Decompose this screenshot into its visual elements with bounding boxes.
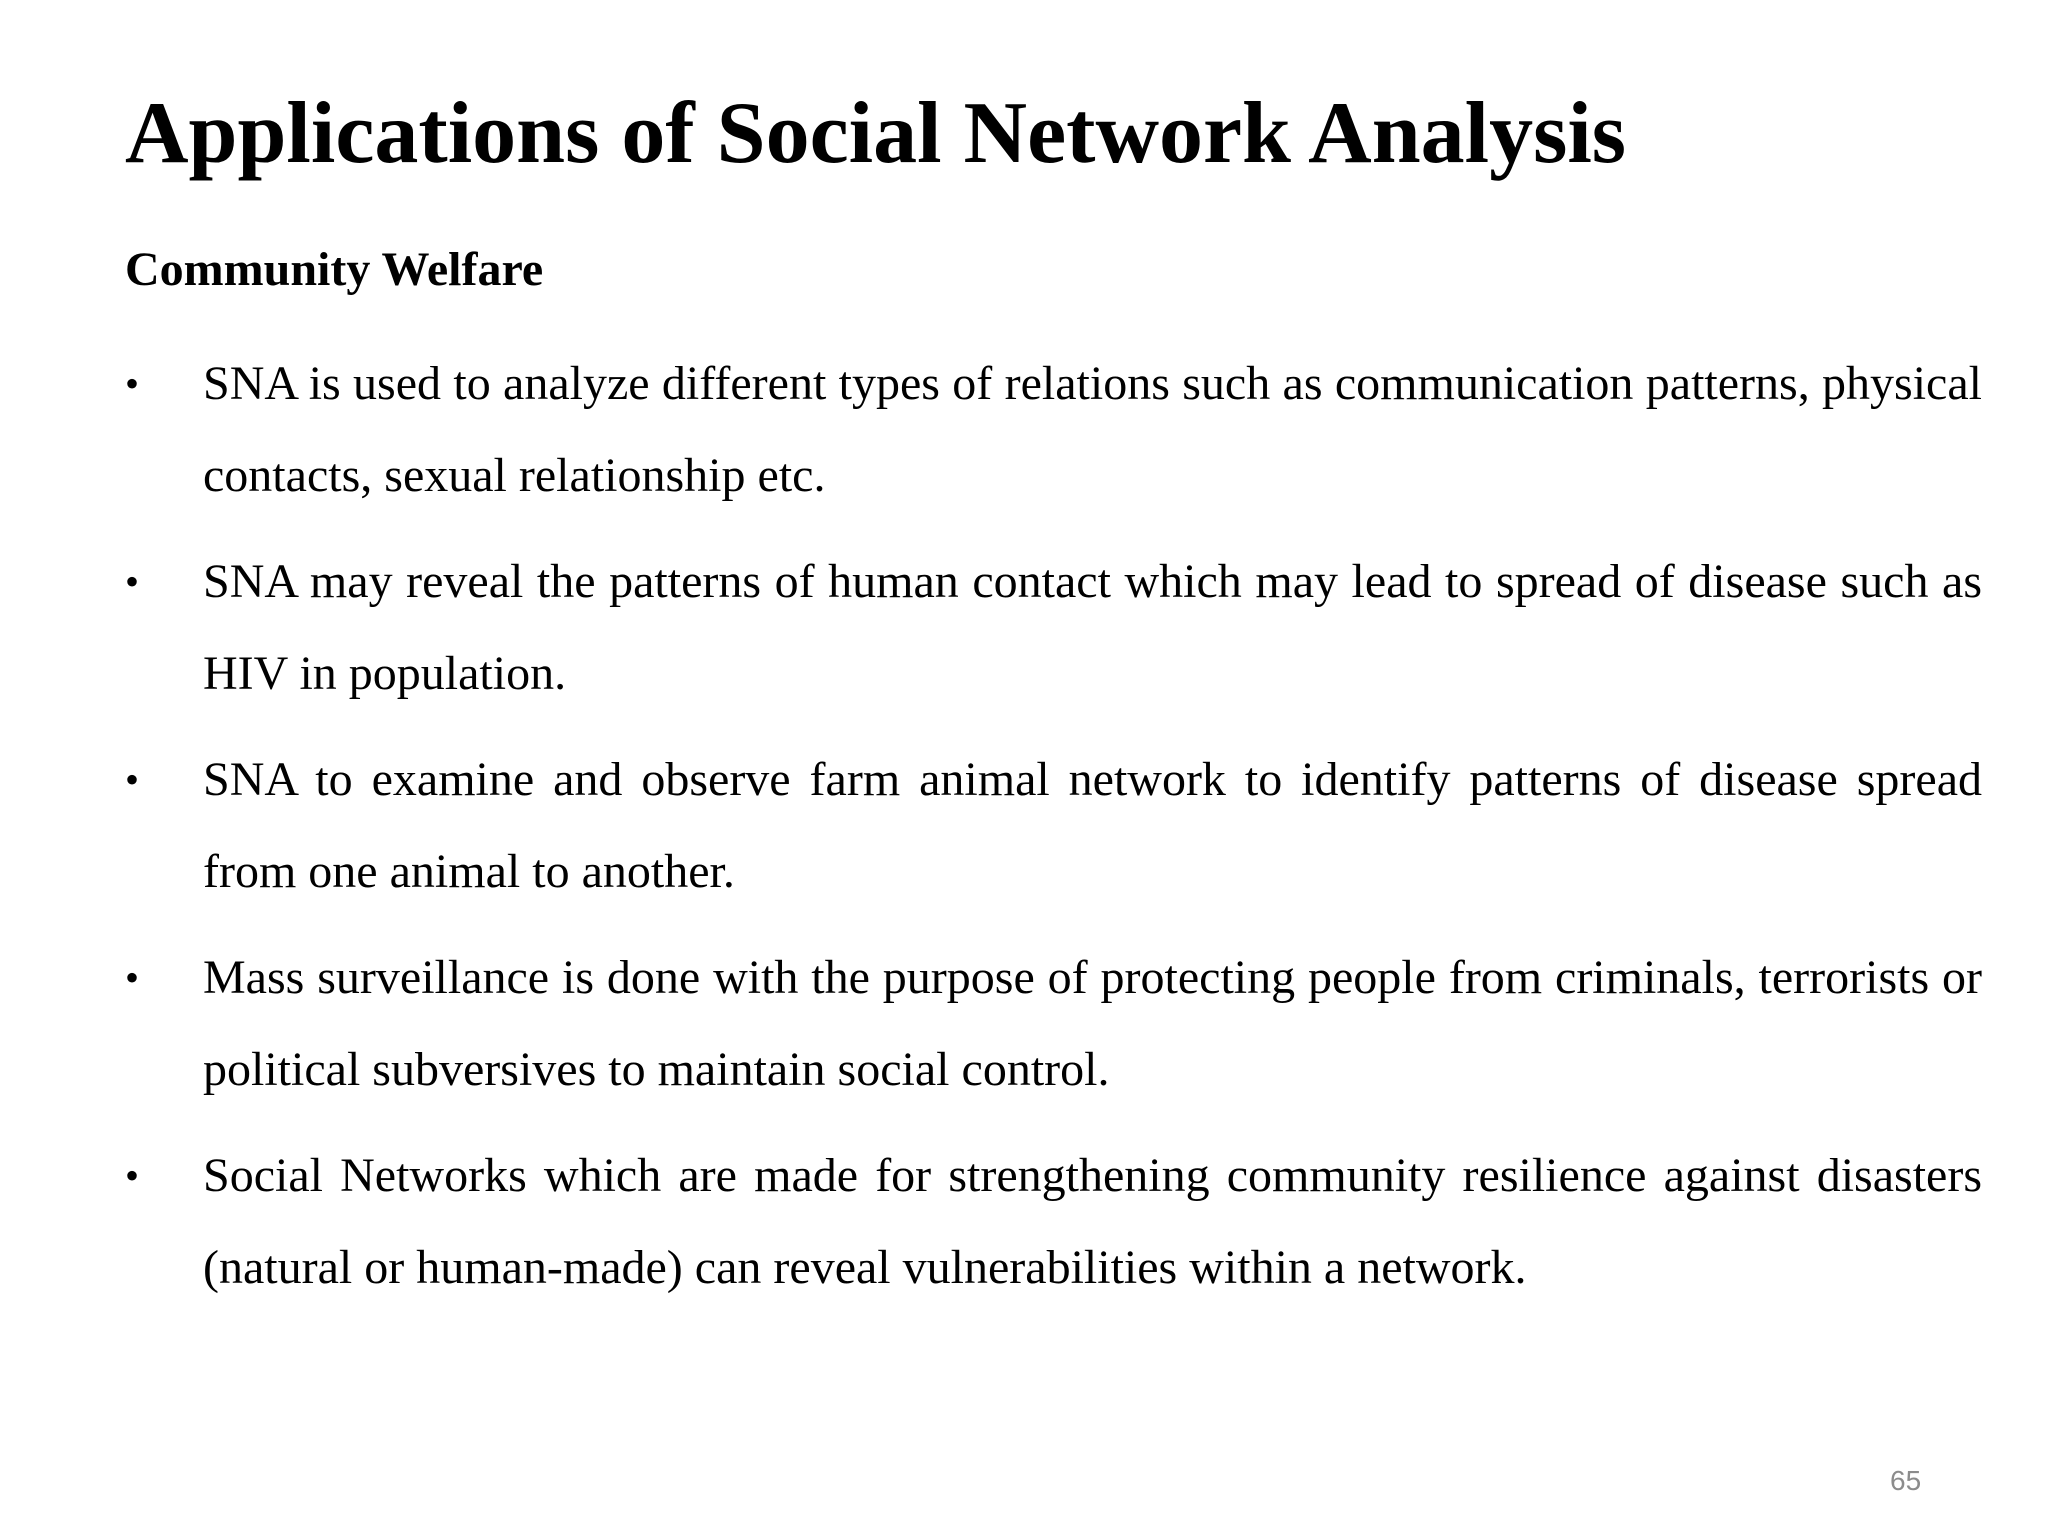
slide-title: Applications of Social Network Analysis: [125, 85, 1627, 182]
bullet-text: SNA to examine and observe farm animal network to identify patterns of disease spread from one animal to another.: [203, 753, 1982, 898]
bullet-item: [125, 734, 1982, 918]
bullet-icon: •: [125, 559, 140, 604]
bullet-text: SNA may reveal the patterns of human contact which may lead to spread of disease such as HIV in population.: [203, 555, 1982, 700]
bullet-item: [125, 1130, 1982, 1314]
bullet-list: [125, 338, 1982, 1328]
bullet-item: [125, 536, 1982, 720]
bullet-icon: •: [125, 1153, 140, 1198]
bullet-icon: •: [125, 757, 140, 802]
bullet-item: [125, 932, 1982, 1116]
bullet-item: [125, 338, 1982, 522]
section-heading: Community Welfare: [125, 243, 544, 296]
bullet-icon: •: [125, 955, 140, 1000]
bullet-icon: •: [125, 361, 140, 406]
bullet-text: Mass surveillance is done with the purpose of protecting people from criminals, terrorists or political subversives to maintain social control.: [203, 951, 1982, 1096]
bullet-text: Social Networks which are made for strengthening community resilience against disasters (natural or human-made) can reveal vulnerabilities within a network.: [203, 1149, 1982, 1294]
bullet-text: SNA is used to analyze different types of relations such as communication patterns, physical contacts, sexual relationship etc.: [203, 357, 1982, 502]
page-number: 65: [1890, 1465, 1922, 1496]
